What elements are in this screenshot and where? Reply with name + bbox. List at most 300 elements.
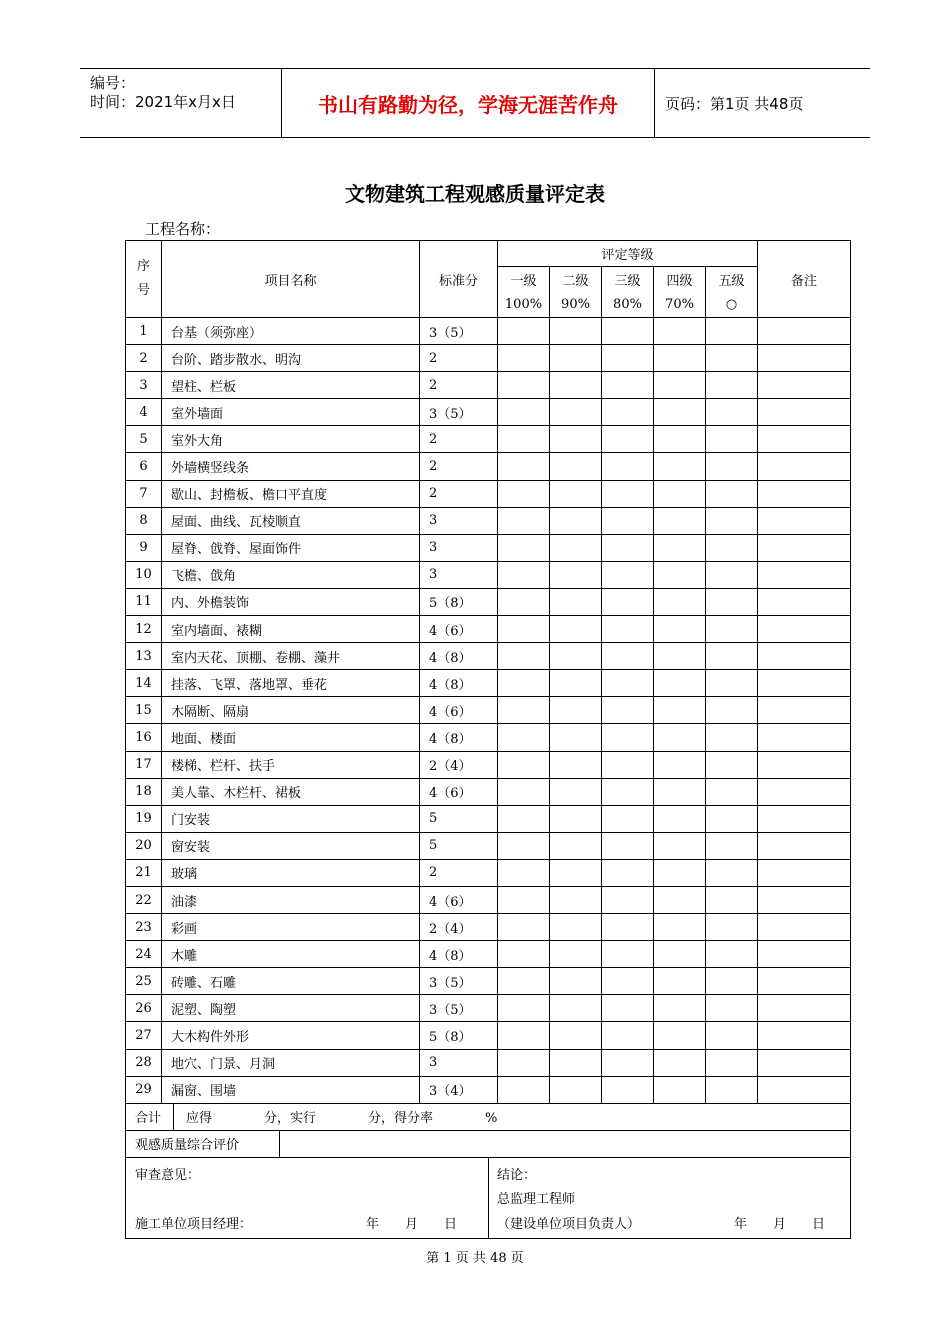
- row-number: 26: [126, 995, 162, 1022]
- row-standard-score: 3（4）: [420, 1076, 498, 1103]
- row-grade-2-cell[interactable]: [550, 859, 602, 886]
- row-number: 14: [126, 670, 162, 697]
- row-grade-1-cell[interactable]: [498, 345, 550, 372]
- row-item-name: 台阶、踏步散水、明沟: [162, 345, 420, 372]
- row-remark-cell[interactable]: [758, 805, 851, 832]
- row-grade-4-cell[interactable]: [654, 1049, 706, 1076]
- row-grade-5-cell[interactable]: [706, 1049, 758, 1076]
- row-number: 21: [126, 859, 162, 886]
- row-grade-5-cell[interactable]: [706, 480, 758, 507]
- row-grade-3-cell[interactable]: [602, 616, 654, 643]
- row-grade-2-cell[interactable]: [550, 724, 602, 751]
- row-grade-5-cell[interactable]: [706, 534, 758, 561]
- table-row: [126, 670, 851, 697]
- row-grade-2-cell[interactable]: [550, 914, 602, 941]
- row-grade-1-cell[interactable]: [498, 805, 550, 832]
- row-grade-1-cell[interactable]: [498, 914, 550, 941]
- row-grade-3-cell[interactable]: [602, 914, 654, 941]
- row-grade-2-cell[interactable]: [550, 886, 602, 913]
- table-row: [126, 399, 851, 426]
- row-grade-5-cell[interactable]: [706, 968, 758, 995]
- row-grade-5-cell[interactable]: [706, 886, 758, 913]
- row-grade-1-cell[interactable]: [498, 507, 550, 534]
- row-grade-5-cell[interactable]: [706, 941, 758, 968]
- col-grade-group-header: 评定等级: [498, 241, 758, 267]
- row-standard-score: 5（8）: [420, 588, 498, 615]
- row-remark-cell[interactable]: [758, 968, 851, 995]
- table-row: [126, 859, 851, 886]
- row-grade-1-cell[interactable]: [498, 318, 550, 345]
- row-grade-1-cell[interactable]: [498, 724, 550, 751]
- row-grade-1-cell[interactable]: [498, 588, 550, 615]
- owner-date: 年 月 日: [734, 1216, 826, 1232]
- table-row: [126, 751, 851, 778]
- row-grade-2-cell[interactable]: [550, 643, 602, 670]
- total-text: 应得 分，实行 分，得分率 %: [186, 1111, 498, 1127]
- row-grade-5-cell[interactable]: [706, 507, 758, 534]
- row-grade-1-cell[interactable]: [498, 751, 550, 778]
- row-remark-cell[interactable]: [758, 995, 851, 1022]
- grade-5-label: 五级: [706, 267, 758, 292]
- row-grade-3-cell[interactable]: [602, 805, 654, 832]
- row-grade-3-cell[interactable]: [602, 534, 654, 561]
- row-remark-cell[interactable]: [758, 1076, 851, 1103]
- grade-3-label: 三级: [602, 267, 654, 292]
- row-item-name: 砖雕、石雕: [162, 968, 420, 995]
- row-grade-3-cell[interactable]: [602, 670, 654, 697]
- page-footer: 第 1 页 共 48 页: [426, 1251, 524, 1266]
- row-grade-3-cell[interactable]: [602, 453, 654, 480]
- row-grade-2-cell[interactable]: [550, 480, 602, 507]
- row-grade-5-cell[interactable]: [706, 778, 758, 805]
- row-grade-3-cell[interactable]: [602, 399, 654, 426]
- number-label: 编号：: [90, 74, 136, 92]
- row-grade-3-cell[interactable]: [602, 859, 654, 886]
- row-remark-cell[interactable]: [758, 886, 851, 913]
- grade-4-pct: 70%: [654, 292, 706, 318]
- row-standard-score: 2: [420, 480, 498, 507]
- row-grade-4-cell[interactable]: [654, 453, 706, 480]
- page-header: [80, 68, 870, 138]
- row-number: 19: [126, 805, 162, 832]
- row-grade-1-cell[interactable]: [498, 426, 550, 453]
- row-number: 9: [126, 534, 162, 561]
- document-title: 文物建筑工程观感质量评定表: [345, 182, 605, 206]
- row-remark-cell[interactable]: [758, 1049, 851, 1076]
- row-number: 7: [126, 480, 162, 507]
- evaluation-table: [125, 240, 851, 1239]
- row-grade-4-cell[interactable]: [654, 968, 706, 995]
- row-grade-3-cell[interactable]: [602, 318, 654, 345]
- row-grade-4-cell[interactable]: [654, 914, 706, 941]
- row-item-name: 大木构件外形: [162, 1022, 420, 1049]
- row-grade-2-cell[interactable]: [550, 372, 602, 399]
- row-grade-2-cell[interactable]: [550, 507, 602, 534]
- row-grade-4-cell[interactable]: [654, 1022, 706, 1049]
- row-item-name: 泥塑、陶塑: [162, 995, 420, 1022]
- row-grade-3-cell[interactable]: [602, 643, 654, 670]
- row-grade-3-cell[interactable]: [602, 372, 654, 399]
- row-grade-4-cell[interactable]: [654, 1076, 706, 1103]
- conclusion-label: 结论：: [497, 1167, 537, 1183]
- row-grade-2-cell[interactable]: [550, 1049, 602, 1076]
- row-number: 4: [126, 399, 162, 426]
- row-grade-4-cell[interactable]: [654, 643, 706, 670]
- signature-divider: [488, 1158, 489, 1238]
- row-standard-score: 3（5）: [420, 318, 498, 345]
- table-row: [126, 480, 851, 507]
- total-row: [126, 1103, 851, 1130]
- row-grade-4-cell[interactable]: [654, 995, 706, 1022]
- row-grade-3-cell[interactable]: [602, 426, 654, 453]
- row-grade-5-cell[interactable]: [706, 1022, 758, 1049]
- row-grade-5-cell[interactable]: [706, 426, 758, 453]
- grade-1-pct: 100%: [498, 292, 550, 318]
- row-standard-score: 2: [420, 345, 498, 372]
- row-grade-4-cell[interactable]: [654, 724, 706, 751]
- row-grade-4-cell[interactable]: [654, 616, 706, 643]
- row-grade-5-cell[interactable]: [706, 1076, 758, 1103]
- grade-4-label: 四级: [654, 267, 706, 292]
- row-grade-1-cell[interactable]: [498, 480, 550, 507]
- row-standard-score: 4（6）: [420, 697, 498, 724]
- col-remark-header: 备注: [758, 241, 851, 318]
- table-row: [126, 507, 851, 534]
- row-grade-1-cell[interactable]: [498, 1022, 550, 1049]
- row-grade-4-cell[interactable]: [654, 832, 706, 859]
- row-remark-cell[interactable]: [758, 941, 851, 968]
- grade-5-pct: ○: [706, 292, 758, 318]
- row-standard-score: 3: [420, 1049, 498, 1076]
- row-grade-5-cell[interactable]: [706, 670, 758, 697]
- row-grade-5-cell[interactable]: [706, 453, 758, 480]
- row-standard-score: 2（4）: [420, 914, 498, 941]
- row-grade-3-cell[interactable]: [602, 1049, 654, 1076]
- row-standard-score: 2: [420, 426, 498, 453]
- table-row: [126, 534, 851, 561]
- row-remark-cell[interactable]: [758, 670, 851, 697]
- row-grade-4-cell[interactable]: [654, 507, 706, 534]
- row-remark-cell[interactable]: [758, 1022, 851, 1049]
- grade-2-pct: 90%: [550, 292, 602, 318]
- row-grade-5-cell[interactable]: [706, 859, 758, 886]
- row-grade-5-cell[interactable]: [706, 697, 758, 724]
- header-motto: 书山有路勤为径，学海无涯苦作舟: [282, 69, 655, 137]
- row-remark-cell[interactable]: [758, 914, 851, 941]
- row-grade-2-cell[interactable]: [550, 697, 602, 724]
- row-number: 20: [126, 832, 162, 859]
- row-remark-cell[interactable]: [758, 534, 851, 561]
- row-item-name: 室外墙面: [162, 399, 420, 426]
- row-grade-5-cell[interactable]: [706, 751, 758, 778]
- row-number: 11: [126, 588, 162, 615]
- row-grade-4-cell[interactable]: [654, 670, 706, 697]
- row-grade-3-cell[interactable]: [602, 778, 654, 805]
- row-grade-5-cell[interactable]: [706, 995, 758, 1022]
- row-remark-cell[interactable]: [758, 372, 851, 399]
- row-item-name: 挂落、飞罩、落地罩、垂花: [162, 670, 420, 697]
- row-remark-cell[interactable]: [758, 480, 851, 507]
- row-grade-3-cell[interactable]: [602, 886, 654, 913]
- row-number: 17: [126, 751, 162, 778]
- table-row: [126, 426, 851, 453]
- row-number: 8: [126, 507, 162, 534]
- row-number: 2: [126, 345, 162, 372]
- table-row: [126, 968, 851, 995]
- table-row: [126, 643, 851, 670]
- owner-label: （建设单位项目负责人）: [497, 1216, 641, 1232]
- row-grade-1-cell[interactable]: [498, 697, 550, 724]
- row-number: 6: [126, 453, 162, 480]
- row-grade-2-cell[interactable]: [550, 805, 602, 832]
- row-number: 23: [126, 914, 162, 941]
- row-item-name: 内、外檐装饰: [162, 588, 420, 615]
- row-grade-2-cell[interactable]: [550, 832, 602, 859]
- row-remark-cell[interactable]: [758, 507, 851, 534]
- row-remark-cell[interactable]: [758, 426, 851, 453]
- row-grade-5-cell[interactable]: [706, 805, 758, 832]
- contractor-date: 年 月 日: [366, 1216, 458, 1232]
- row-grade-1-cell[interactable]: [498, 1049, 550, 1076]
- table-row: [126, 697, 851, 724]
- row-grade-2-cell[interactable]: [550, 534, 602, 561]
- row-grade-4-cell[interactable]: [654, 372, 706, 399]
- row-grade-2-cell[interactable]: [550, 616, 602, 643]
- row-grade-1-cell[interactable]: [498, 995, 550, 1022]
- table-row: [126, 1022, 851, 1049]
- row-grade-2-cell[interactable]: [550, 751, 602, 778]
- row-grade-5-cell[interactable]: [706, 914, 758, 941]
- row-remark-cell[interactable]: [758, 399, 851, 426]
- row-item-name: 地面、楼面: [162, 724, 420, 751]
- row-grade-2-cell[interactable]: [550, 670, 602, 697]
- row-number: 12: [126, 616, 162, 643]
- table-row: [126, 345, 851, 372]
- row-grade-1-cell[interactable]: [498, 941, 550, 968]
- row-remark-cell[interactable]: [758, 588, 851, 615]
- row-grade-3-cell[interactable]: [602, 697, 654, 724]
- row-grade-4-cell[interactable]: [654, 561, 706, 588]
- table-row: [126, 588, 851, 615]
- row-item-name: 美人靠、木栏杆、裙板: [162, 778, 420, 805]
- row-standard-score: 4（6）: [420, 886, 498, 913]
- row-grade-4-cell[interactable]: [654, 805, 706, 832]
- row-number: 27: [126, 1022, 162, 1049]
- row-standard-score: 5: [420, 805, 498, 832]
- row-grade-2-cell[interactable]: [550, 1022, 602, 1049]
- row-grade-4-cell[interactable]: [654, 588, 706, 615]
- row-remark-cell[interactable]: [758, 724, 851, 751]
- row-number: 29: [126, 1076, 162, 1103]
- row-grade-4-cell[interactable]: [654, 426, 706, 453]
- table-row: [126, 616, 851, 643]
- row-grade-2-cell[interactable]: [550, 588, 602, 615]
- row-grade-1-cell[interactable]: [498, 670, 550, 697]
- review-label: 审查意见：: [135, 1167, 201, 1183]
- grade-1-label: 一级: [498, 267, 550, 292]
- row-item-name: 玻璃: [162, 859, 420, 886]
- row-grade-1-cell[interactable]: [498, 453, 550, 480]
- row-grade-1-cell[interactable]: [498, 859, 550, 886]
- row-standard-score: 5（8）: [420, 1022, 498, 1049]
- row-remark-cell[interactable]: [758, 453, 851, 480]
- row-grade-5-cell[interactable]: [706, 832, 758, 859]
- row-number: 25: [126, 968, 162, 995]
- row-grade-3-cell[interactable]: [602, 724, 654, 751]
- row-grade-1-cell[interactable]: [498, 534, 550, 561]
- row-item-name: 屋面、曲线、瓦棱顺直: [162, 507, 420, 534]
- row-number: 3: [126, 372, 162, 399]
- row-grade-4-cell[interactable]: [654, 534, 706, 561]
- row-standard-score: 2: [420, 372, 498, 399]
- row-grade-5-cell[interactable]: [706, 643, 758, 670]
- table-row: [126, 778, 851, 805]
- row-grade-2-cell[interactable]: [550, 453, 602, 480]
- row-grade-3-cell[interactable]: [602, 968, 654, 995]
- row-standard-score: 4（6）: [420, 616, 498, 643]
- signature-row: [126, 1157, 851, 1238]
- row-grade-1-cell[interactable]: [498, 399, 550, 426]
- row-item-name: 歇山、封檐板、檐口平直度: [162, 480, 420, 507]
- row-standard-score: 3: [420, 561, 498, 588]
- row-grade-5-cell[interactable]: [706, 372, 758, 399]
- row-item-name: 外墙横竖线条: [162, 453, 420, 480]
- row-grade-5-cell[interactable]: [706, 561, 758, 588]
- row-grade-1-cell[interactable]: [498, 1076, 550, 1103]
- row-grade-5-cell[interactable]: [706, 345, 758, 372]
- row-grade-3-cell[interactable]: [602, 588, 654, 615]
- row-grade-2-cell[interactable]: [550, 318, 602, 345]
- row-grade-1-cell[interactable]: [498, 886, 550, 913]
- col-item-header: 项目名称: [162, 241, 420, 318]
- row-grade-5-cell[interactable]: [706, 588, 758, 615]
- row-grade-2-cell[interactable]: [550, 561, 602, 588]
- row-grade-1-cell[interactable]: [498, 616, 550, 643]
- row-grade-3-cell[interactable]: [602, 1076, 654, 1103]
- row-item-name: 台基（须弥座）: [162, 318, 420, 345]
- grade-2-label: 二级: [550, 267, 602, 292]
- row-remark-cell[interactable]: [758, 616, 851, 643]
- engineer-label: 总监理工程师: [497, 1191, 576, 1207]
- table-row: [126, 372, 851, 399]
- row-number: 5: [126, 426, 162, 453]
- row-item-name: 油漆: [162, 886, 420, 913]
- row-item-name: 室内墙面、裱糊: [162, 616, 420, 643]
- row-grade-5-cell[interactable]: [706, 616, 758, 643]
- time-label: 时间：2021年x月x日: [90, 93, 236, 111]
- row-grade-4-cell[interactable]: [654, 859, 706, 886]
- row-standard-score: 3: [420, 507, 498, 534]
- row-number: 16: [126, 724, 162, 751]
- row-grade-5-cell[interactable]: [706, 399, 758, 426]
- row-grade-3-cell[interactable]: [602, 832, 654, 859]
- row-standard-score: 4（8）: [420, 670, 498, 697]
- row-grade-2-cell[interactable]: [550, 941, 602, 968]
- row-standard-score: 2: [420, 453, 498, 480]
- row-item-name: 门安装: [162, 805, 420, 832]
- table-row: [126, 1049, 851, 1076]
- row-remark-cell[interactable]: [758, 561, 851, 588]
- row-grade-1-cell[interactable]: [498, 561, 550, 588]
- row-grade-1-cell[interactable]: [498, 832, 550, 859]
- row-grade-4-cell[interactable]: [654, 399, 706, 426]
- row-remark-cell[interactable]: [758, 318, 851, 345]
- row-grade-4-cell[interactable]: [654, 480, 706, 507]
- row-grade-1-cell[interactable]: [498, 968, 550, 995]
- row-grade-3-cell[interactable]: [602, 561, 654, 588]
- row-grade-2-cell[interactable]: [550, 426, 602, 453]
- contractor-label: 施工单位项目经理：: [135, 1216, 253, 1232]
- row-grade-1-cell[interactable]: [498, 643, 550, 670]
- total-label: 合计: [126, 1104, 174, 1130]
- overall-label: 观感质量综合评价: [126, 1131, 280, 1157]
- col-std-header: 标准分: [420, 241, 498, 318]
- row-grade-4-cell[interactable]: [654, 345, 706, 372]
- row-item-name: 木雕: [162, 941, 420, 968]
- row-item-name: 望柱、栏板: [162, 372, 420, 399]
- row-grade-4-cell[interactable]: [654, 886, 706, 913]
- row-grade-1-cell[interactable]: [498, 372, 550, 399]
- row-item-name: 窗安装: [162, 832, 420, 859]
- row-standard-score: 4（8）: [420, 724, 498, 751]
- row-grade-2-cell[interactable]: [550, 995, 602, 1022]
- row-remark-cell[interactable]: [758, 832, 851, 859]
- row-grade-2-cell[interactable]: [550, 1076, 602, 1103]
- row-grade-3-cell[interactable]: [602, 480, 654, 507]
- row-standard-score: 4（8）: [420, 643, 498, 670]
- row-number: 22: [126, 886, 162, 913]
- row-standard-score: 3: [420, 534, 498, 561]
- row-grade-2-cell[interactable]: [550, 778, 602, 805]
- row-grade-2-cell[interactable]: [550, 968, 602, 995]
- row-remark-cell[interactable]: [758, 643, 851, 670]
- row-remark-cell[interactable]: [758, 345, 851, 372]
- table-row: [126, 318, 851, 345]
- row-grade-3-cell[interactable]: [602, 1022, 654, 1049]
- row-grade-3-cell[interactable]: [602, 941, 654, 968]
- row-grade-3-cell[interactable]: [602, 345, 654, 372]
- table-row: [126, 561, 851, 588]
- row-standard-score: 2: [420, 859, 498, 886]
- row-remark-cell[interactable]: [758, 859, 851, 886]
- row-grade-2-cell[interactable]: [550, 345, 602, 372]
- row-remark-cell[interactable]: [758, 751, 851, 778]
- row-grade-3-cell[interactable]: [602, 507, 654, 534]
- row-grade-5-cell[interactable]: [706, 318, 758, 345]
- table-row: [126, 832, 851, 859]
- row-number: 18: [126, 778, 162, 805]
- row-grade-4-cell[interactable]: [654, 751, 706, 778]
- row-item-name: 地穴、门景、月洞: [162, 1049, 420, 1076]
- row-grade-2-cell[interactable]: [550, 399, 602, 426]
- row-grade-3-cell[interactable]: [602, 751, 654, 778]
- row-grade-4-cell[interactable]: [654, 778, 706, 805]
- row-standard-score: 4（8）: [420, 941, 498, 968]
- header-page-label: 页码：第1页 共48页: [665, 94, 804, 113]
- row-grade-4-cell[interactable]: [654, 697, 706, 724]
- row-grade-1-cell[interactable]: [498, 778, 550, 805]
- row-grade-5-cell[interactable]: [706, 724, 758, 751]
- row-item-name: 飞檐、戗角: [162, 561, 420, 588]
- col-seq-header: 序 号: [126, 241, 162, 318]
- row-remark-cell[interactable]: [758, 778, 851, 805]
- row-grade-4-cell[interactable]: [654, 318, 706, 345]
- row-grade-3-cell[interactable]: [602, 995, 654, 1022]
- row-item-name: 彩画: [162, 914, 420, 941]
- row-remark-cell[interactable]: [758, 697, 851, 724]
- row-number: 24: [126, 941, 162, 968]
- row-grade-4-cell[interactable]: [654, 941, 706, 968]
